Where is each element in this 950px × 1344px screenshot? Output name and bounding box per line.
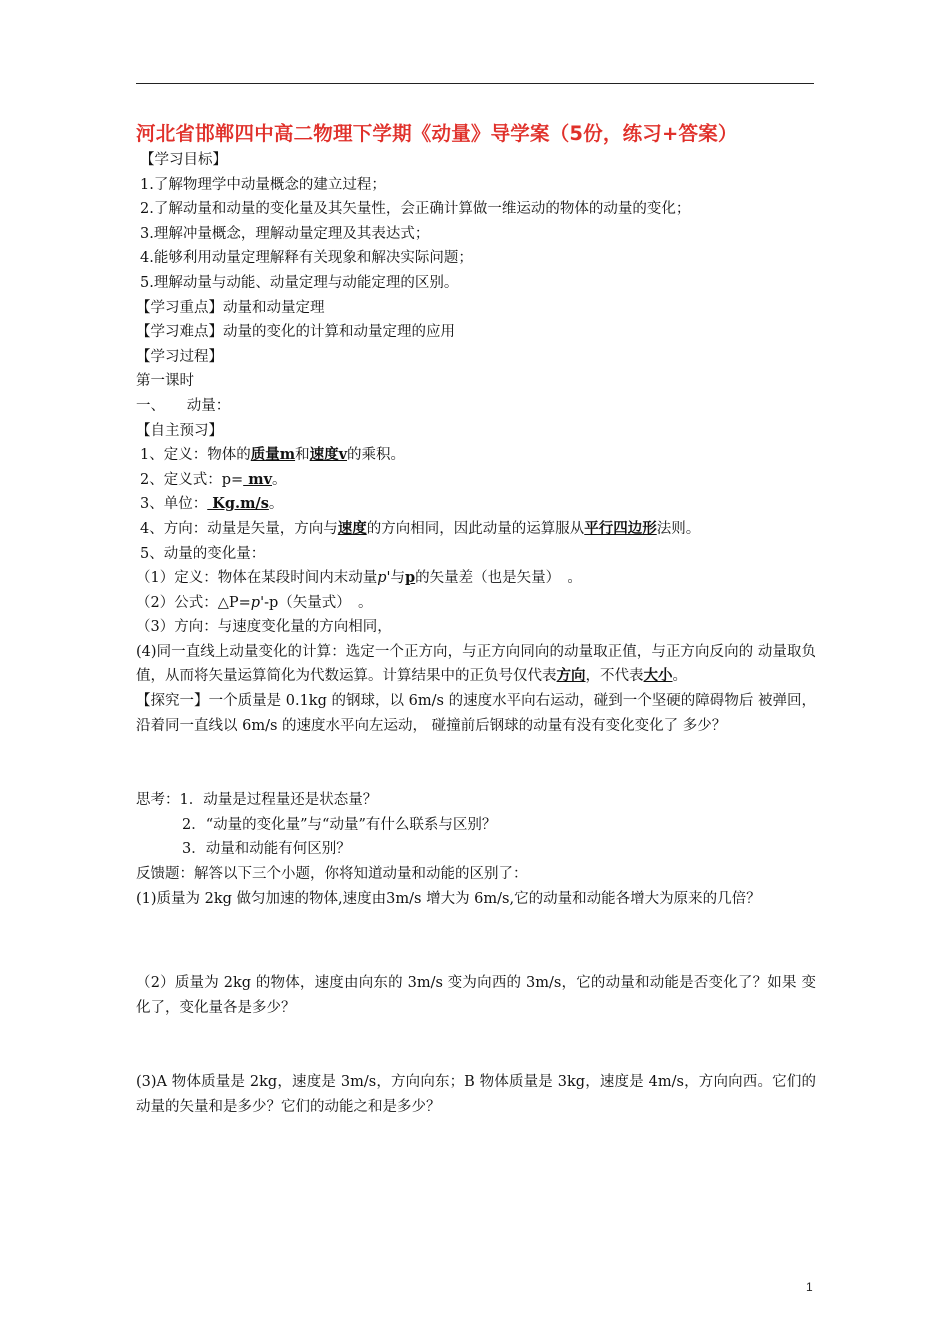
answer-direction: 速度 — [337, 519, 367, 537]
explore-one — [136, 689, 816, 738]
text-span: 法则。 — [656, 520, 701, 537]
feedback-heading: 反馈题：解答以下三个小题，你将知道动量和动能的区别了： — [136, 866, 528, 883]
objective-item: 3.理解冲量概念，理解动量定理及其表达式； — [140, 225, 430, 242]
text-span: 4、方向：动量是矢量，方向与 — [140, 520, 338, 537]
header-rule — [136, 83, 814, 84]
document-body — [136, 148, 816, 1120]
document-title: 河北省邯郸四中高二物理下学期《动量》导学案（5份，练习+答案） — [136, 122, 738, 145]
focus-line — [136, 296, 816, 321]
text-span: 1、定义：物体的 — [140, 447, 251, 464]
think-q1 — [136, 788, 816, 813]
objective-item: 1.了解物理学中动量概念的建立过程； — [140, 176, 386, 193]
text-span: 。 — [272, 471, 287, 488]
process-heading: 【学习过程】 — [136, 348, 223, 365]
answer-velocity: 速度v — [309, 446, 348, 464]
change-definition — [136, 566, 816, 591]
text-span: 。 — [672, 668, 687, 685]
page-number: 1 — [806, 1280, 813, 1294]
definition-line — [136, 443, 816, 468]
text-span: 与 — [390, 570, 406, 587]
explore-text: 一个质量是 0.1kg 的钢球，以 6m/s 的速度水平向右运动，碰到一个坚硬的障碍物后 被弹回， 沿着同一直线以 6m/s 的速度水平向左运动， 碰撞前后钢球的动量有没有变化变化了 多少？ — [136, 693, 816, 734]
text-span: 和 — [295, 447, 310, 464]
formula-line — [136, 468, 816, 493]
text-span: 的乘积。 — [347, 447, 406, 464]
text-span: 2、定义式：p= — [140, 471, 244, 488]
text-span: 3、单位： — [140, 496, 208, 513]
difficulty-label: 【学习难点】 — [136, 324, 223, 341]
feedback-problem-1: (1)质量为 2kg 做匀加速的物体,速度由3m/s 增大为 6m/s,它的动量和动能各增大为原来的几倍？ — [136, 890, 761, 907]
think-q2: 2．“动量的变化量”与“动量”有什么联系与区别？ — [182, 816, 497, 833]
preview-heading: 【自主预习】 — [136, 422, 223, 439]
focus-text: 动量和动量定理 — [223, 299, 325, 316]
difficulty-line — [136, 320, 816, 345]
change-heading: 5、动量的变化量： — [140, 545, 266, 562]
explore-label: 【探究一】 — [136, 693, 209, 710]
text-span: 。 — [268, 496, 284, 513]
think-prefix: 思考： — [136, 792, 180, 809]
unit-line — [136, 492, 816, 517]
answer-mass: 质量m — [250, 446, 296, 464]
answer-unit: Kg.m/s — [207, 495, 269, 513]
feedback-problem-3: (3)A 物体质量是 2kg，速度是 3m/s，方向向东；B 物体质量是 3kg，速度是 4m/s，方向向西。它们的动量的矢量和是多少？它们的动能之和是多少？ — [136, 1074, 816, 1115]
answer-p: p — [405, 569, 416, 587]
change-formula — [136, 591, 816, 616]
text-span: 的矢量差（也是矢量） 。 — [415, 570, 582, 587]
text-span: (4)同一直线上动量变化的计算：选定一个正方向，与正方向同向的动量取正值，与正方向反向的 动量取负值，从而将矢量运算简化为代数运算。计算结果中的正负号仅代表 — [136, 643, 816, 685]
text-span: （2）公式：△P= — [136, 594, 251, 611]
difficulty-text: 动量的变化的计算和动量定理的应用 — [223, 324, 455, 341]
objectives-heading: 【学习目标】 — [140, 152, 227, 168]
text-span: ，不代表 — [585, 668, 644, 685]
symbol-p-prime: p' — [250, 594, 265, 611]
section-heading: 一、 动量： — [136, 397, 231, 414]
objective-item: 2.了解动量和动量的变化量及其矢量性，会正确计算做一维运动的物体的动量的变化； — [140, 201, 691, 218]
answer-magnitude-word: 大小 — [643, 667, 673, 685]
direction-line — [136, 517, 816, 542]
objective-item: 5.理解动量与动能、动量定理与动能定理的区别。 — [140, 274, 459, 291]
answer-direction-word: 方向 — [556, 667, 586, 685]
answer-formula: mv — [243, 470, 272, 488]
think-q3: 3．动量和动能有何区别？ — [182, 841, 351, 858]
feedback-problem-2: （2）质量为 2kg 的物体，速度由向东的 3m/s 变为向西的 3m/s，它的动量和动能是否变化了？如果 变化了，变化量各是多少？ — [136, 975, 816, 1016]
text-span: 1．动量是过程量还是状态量？ — [179, 792, 378, 809]
answer-parallelogram: 平行四边形 — [584, 519, 657, 537]
text-span: -p（矢量式） 。 — [264, 594, 373, 611]
text-span: 的方向相同，因此动量的运算服从 — [366, 520, 585, 537]
objective-item: 4.能够利用动量定理解释有关现象和解决实际问题； — [140, 250, 473, 267]
focus-label: 【学习重点】 — [136, 299, 223, 316]
text-span: （1）定义：物体在某段时间内末动量 — [136, 570, 378, 587]
lesson-heading: 第一课时 — [136, 373, 194, 390]
change-direction: （3）方向：与速度变化量的方向相同， — [136, 619, 392, 636]
change-calculation — [136, 640, 816, 689]
symbol-p-prime: p' — [377, 570, 391, 587]
